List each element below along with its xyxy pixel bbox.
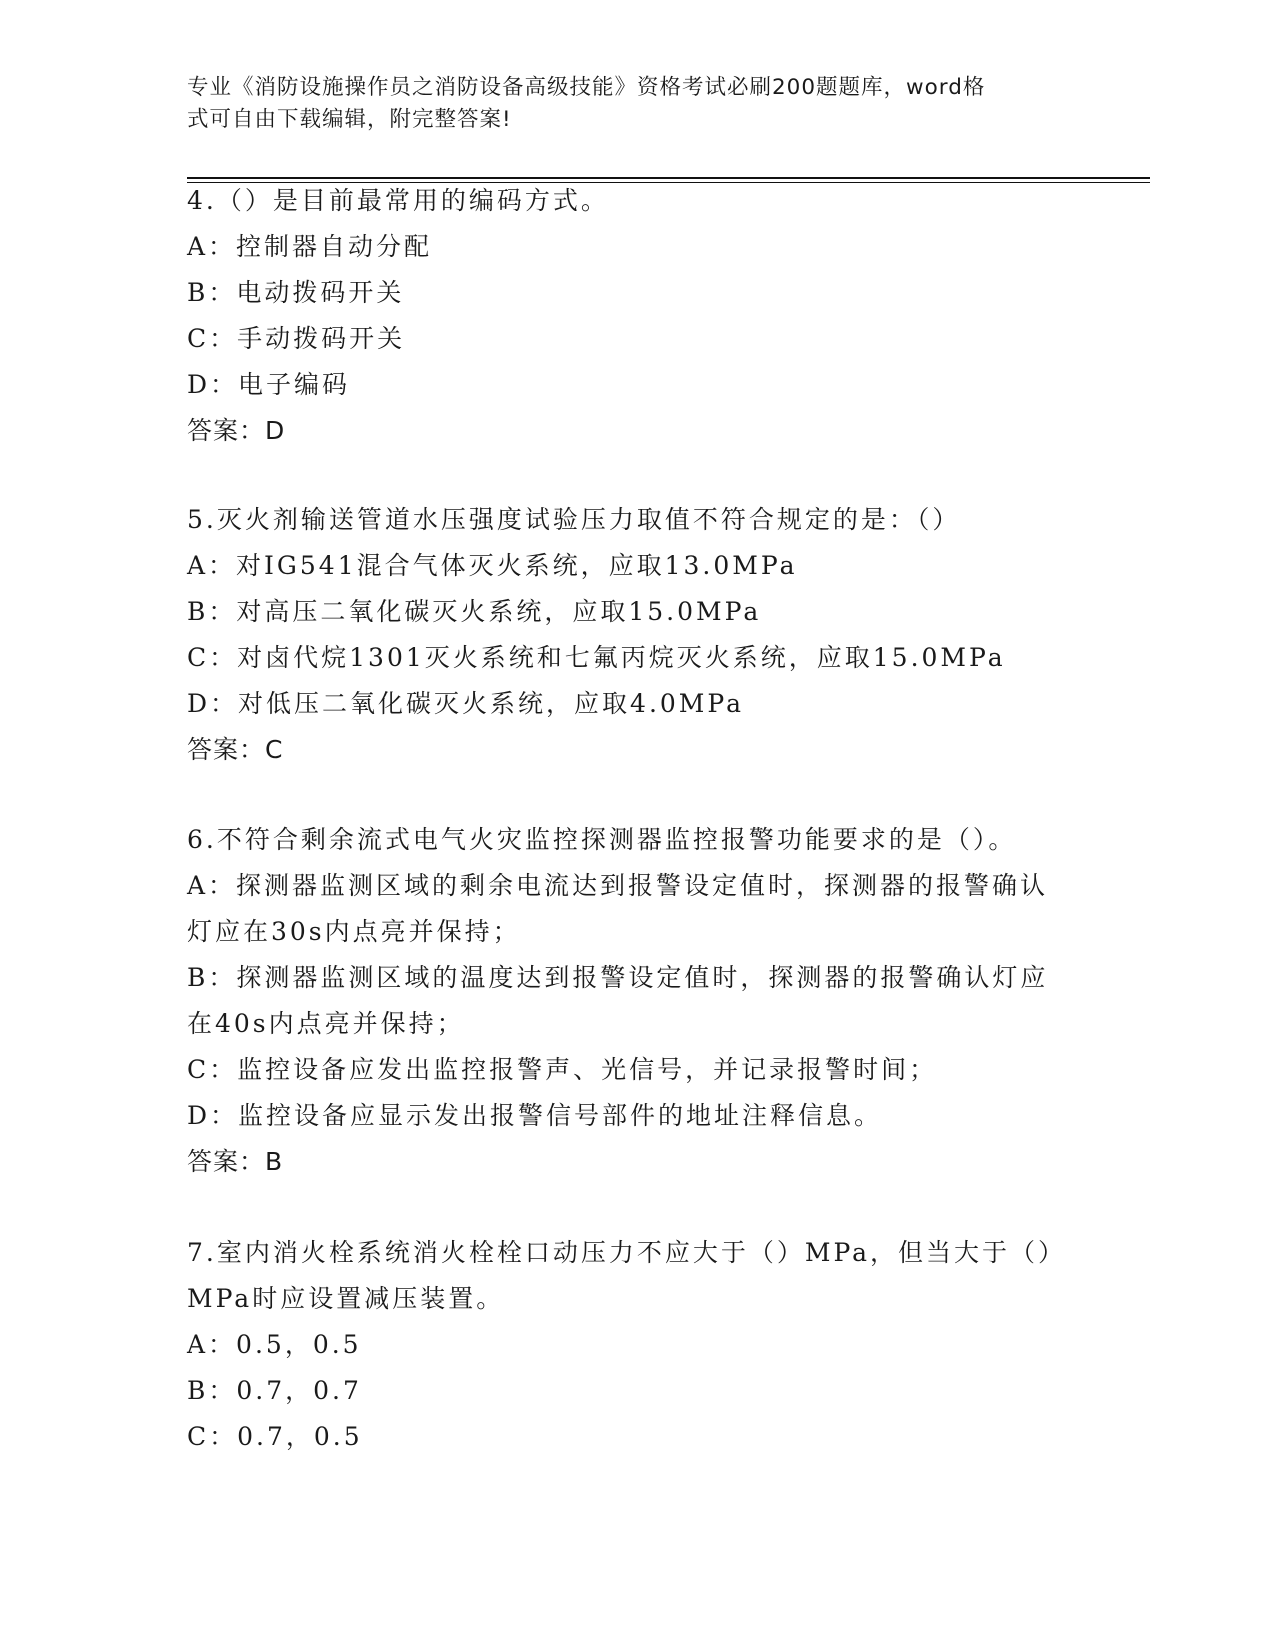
- header-line-1: 专业《消防设施操作员之消防设备高级技能》资格考试必刷200题题库，word格: [187, 75, 986, 100]
- question-stem: 5.灭火剂输送管道水压强度试验压力取值不符合规定的是：（）: [187, 505, 961, 534]
- answer: 答案：D: [187, 416, 286, 445]
- option-c: C：监控设备应发出监控报警声、光信号，并记录报警时间；: [187, 1055, 938, 1084]
- answer: 答案：B: [187, 1147, 284, 1176]
- option-b: B：电动拨码开关: [187, 278, 405, 307]
- option-a: A：控制器自动分配: [187, 232, 433, 261]
- option-c: C：手动拨码开关: [187, 324, 406, 353]
- option-d: D：对低压二氧化碳灭火系统，应取4.0MPa: [187, 689, 745, 718]
- option-b-continued: 在40s内点亮并保持；: [187, 1009, 465, 1038]
- option-a-continued: 灯应在30s内点亮并保持；: [187, 917, 521, 946]
- option-d: D：监控设备应显示发出报警信号部件的地址注释信息。: [187, 1101, 883, 1130]
- option-a: A：探测器监测区域的剩余电流达到报警设定值时，探测器的报警确认: [187, 871, 1049, 900]
- question-stem: 4.（）是目前最常用的编码方式。: [187, 186, 609, 215]
- question-5: [187, 497, 1087, 773]
- answer: 答案：C: [187, 735, 284, 764]
- document-header: [187, 72, 1067, 136]
- option-c: C：对卤代烷1301灭火系统和七氟丙烷灭火系统，应取15.0MPa: [187, 643, 1006, 672]
- option-a: A：对IG541混合气体灭火系统，应取13.0MPa: [187, 551, 798, 580]
- question-6: [187, 817, 1087, 1185]
- question-4: [187, 178, 1087, 454]
- option-b: B：探测器监测区域的温度达到报警设定值时，探测器的报警确认灯应: [187, 963, 1049, 992]
- header-line-2: 式可自由下载编辑，附完整答案!: [187, 107, 512, 132]
- question-7: [187, 1230, 1087, 1460]
- question-stem: 6.不符合剩余流式电气火灾监控探测器监控报警功能要求的是（）。: [187, 825, 1017, 854]
- option-a: A：0.5，0.5: [187, 1330, 362, 1359]
- question-stem: 7.室内消火栓系统消火栓栓口动压力不应大于（）MPa，但当大于（）: [187, 1238, 1067, 1267]
- option-b: B：对高压二氧化碳灭火系统，应取15.0MPa: [187, 597, 762, 626]
- option-b: B：0.7，0.7: [187, 1376, 362, 1405]
- option-c: C：0.7，0.5: [187, 1422, 363, 1451]
- option-d: D：电子编码: [187, 370, 351, 399]
- question-stem-continued: MPa时应设置减压装置。: [187, 1284, 505, 1313]
